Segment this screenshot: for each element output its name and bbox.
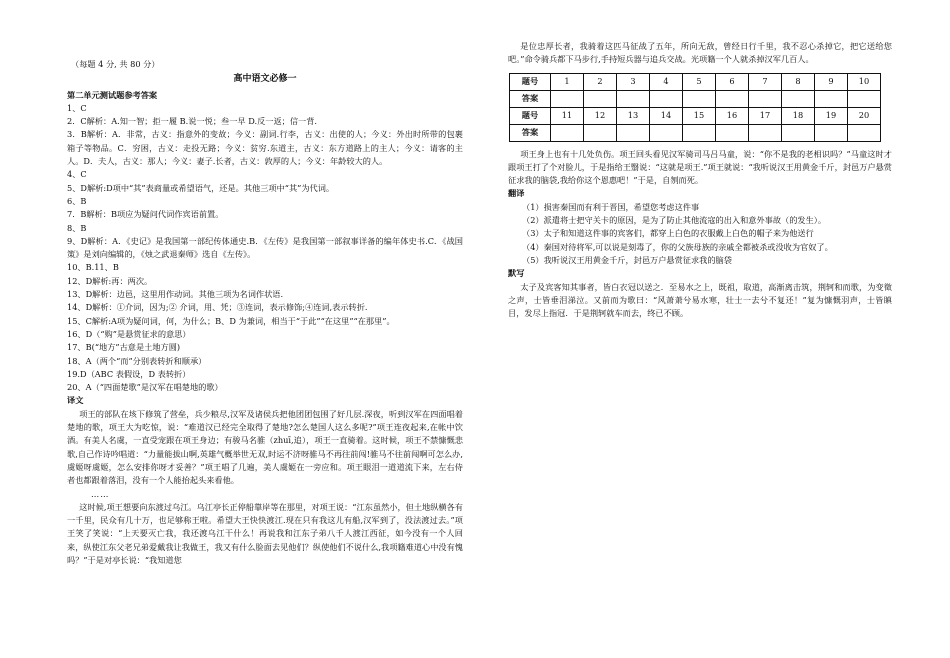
question-number: 8 bbox=[782, 73, 815, 90]
answer-blank[interactable] bbox=[815, 124, 848, 141]
question-number: 12 bbox=[584, 107, 617, 124]
answer-blank[interactable] bbox=[650, 124, 683, 141]
question-number: 2 bbox=[584, 73, 617, 90]
answer-blank[interactable] bbox=[848, 90, 881, 107]
answer-item: 9、D解析：A．《史记》是我国第一部纪传体通史.B．《左传》是我国第一部叙事详备的编年体史书.C．《战国策》是刘向编辑的，《烛之武退秦师》选自《左传》。 bbox=[67, 235, 463, 260]
fanyi-item: （5）我听说汉王用黄金千斤，封邑万户悬赏征求我的脑袋 bbox=[522, 254, 732, 265]
answer-item: 8、B bbox=[67, 222, 87, 233]
answer-item: 3．B解析：A．非常，古义：指意外的变故；今义：副词.行李，古义：出使的人；今义：外出时所带的包裹箱子等物品。C．穷困，古义：走投无路；今义：贫穷.东道主，古义：东方道路上的主人；今义：请客的主人。D．夫人，古义：那人；今义：妻子.长者，古义：敦厚的人；今义：年龄较大的人。 bbox=[67, 129, 463, 167]
table-row bbox=[510, 90, 881, 107]
answer-item: 19.D（ABC 表假设，D 表转折） bbox=[67, 368, 191, 379]
question-number: 13 bbox=[617, 107, 650, 124]
question-number: 4 bbox=[650, 73, 683, 90]
yiwen-paragraph-4: 项王身上也有十几处负伤。项王回头看见汉军骑司马吕马童，说：“你不是我的老相识吗？”马童这时才跟项王打了个对脸儿，于是指给王翳说：“这就是项王.”项王就说：“我听说汉王用黄金千斤，封邑万户悬赏征求我的脑袋,我给你这个恩惠吧！”于是，自刎而死。 bbox=[508, 148, 892, 186]
table-header-cell: 答案 bbox=[510, 90, 551, 107]
question-number: 19 bbox=[815, 107, 848, 124]
answer-blank[interactable] bbox=[683, 124, 716, 141]
answer-item: 14、D解析：①介词，因为;② 介词，用、凭；③连词，表示修饰;④连词,表示转折. bbox=[67, 302, 368, 313]
yiwen-paragraph-2: 这时候,项王想要向东渡过乌江。乌江亭长正停船靠岸等在那里，对项王说：“江东虽然小，但土地纵横各有一千里，民众有几十万，也足够称王啦。希望大王快快渡江.现在只有我这儿有船,汉军到了，没法渡过去。”项王笑了笑说：“上天要灭亡我，我还渡乌江干什么！再说我和江东子弟八千人渡江西征，如今没有一个人回来，纵使江东父老兄弟爱戴我让我做王，我又有什么脸面去见他们？纵使他们不说什么,我项籍难道心中没有愧吗？”于是对亭长说：“我知道您 bbox=[67, 501, 463, 565]
answer-item: 7．B解析：B项应为疑问代词作宾语前置。 bbox=[67, 209, 224, 220]
question-number: 18 bbox=[782, 107, 815, 124]
answer-item: 12、D解析:再：两次。 bbox=[67, 275, 153, 286]
answer-blank[interactable] bbox=[551, 90, 584, 107]
table-row bbox=[510, 73, 881, 90]
left-column bbox=[67, 58, 463, 567]
question-number: 10 bbox=[848, 73, 881, 90]
question-number: 3 bbox=[617, 73, 650, 90]
answer-blank[interactable] bbox=[782, 90, 815, 107]
answer-item: 4、C bbox=[67, 169, 87, 180]
answer-item: 1、C bbox=[67, 102, 87, 113]
fanyi-item: （4）秦国对待将军,可以说是刻毒了，你的父族母族的亲戚全都被杀或没收为官奴了。 bbox=[522, 241, 833, 252]
document-title: 高中语文必修一 bbox=[233, 74, 297, 85]
answer-blank[interactable] bbox=[716, 90, 749, 107]
yiwen-heading: 译文 bbox=[67, 395, 84, 406]
question-number: 6 bbox=[716, 73, 749, 90]
answer-blank[interactable] bbox=[782, 124, 815, 141]
table-header-cell: 答案 bbox=[510, 124, 551, 141]
question-number: 7 bbox=[749, 73, 782, 90]
question-number: 14 bbox=[650, 107, 683, 124]
answer-blank[interactable] bbox=[617, 124, 650, 141]
answer-blank[interactable] bbox=[749, 124, 782, 141]
answer-blank[interactable] bbox=[584, 90, 617, 107]
answer-blank[interactable] bbox=[683, 90, 716, 107]
answer-blank[interactable] bbox=[815, 90, 848, 107]
answer-item: 10、B.11、B bbox=[67, 262, 119, 273]
answer-item: 18、A（两个“而”分别表转折和顺承） bbox=[67, 355, 207, 366]
answer-blank[interactable] bbox=[617, 90, 650, 107]
answer-item: 2．C解析：A.知一智；拒一履 B.说一悦；叁一早 D.反一返；信一背. bbox=[67, 116, 317, 127]
question-number: 11 bbox=[551, 107, 584, 124]
answer-list bbox=[67, 102, 463, 395]
ellipsis: …… bbox=[91, 488, 110, 499]
question-number: 17 bbox=[749, 107, 782, 124]
yiwen-paragraph-1: 项王的部队在垓下修筑了营垒，兵少粮尽,汉军及诸侯兵把他团团包围了好几层.深夜，听到汉军在四面唱着楚地的歌，项王大为吃惊，说：“难道汉已经完全取得了楚地?怎么楚国人这么多呢?”项王连夜起来,在帐中饮酒。有美人名虞，一直受宠跟在项王身边；有骏马名骓（zhuī,追），项王一直骑着。这时候，项王不禁慷慨悲歌,自己作诗吟唱道：“力量能拔山啊,英雄气概举世无双,时运不济呀骓马不再往前闯!骓马不往前闯啊可怎么办,虞姬呀虞姬，怎么安排你呀才妥善？”项王唱了几遍，美人虞姬在一旁应和。项王眼泪一道道流下来，左右侍者也都跟着落泪，没有一个人能抬起头来看他。 bbox=[67, 408, 463, 486]
answer-item: 13、D解析：边邑，这里用作动词。其他三项为名词作状语. bbox=[67, 289, 284, 300]
table-row bbox=[510, 107, 881, 124]
question-number: 15 bbox=[683, 107, 716, 124]
fanyi-item: （3）太子和知道这件事的宾客们，都穿上白色的衣服戴上白色的帽子来为他送行 bbox=[522, 228, 814, 239]
fanyi-item: （1）损害秦国而有利于晋国，希望您考虑这件事 bbox=[522, 201, 700, 212]
answer-blank[interactable] bbox=[749, 90, 782, 107]
question-number: 9 bbox=[815, 73, 848, 90]
answer-blank[interactable] bbox=[584, 124, 617, 141]
question-number: 5 bbox=[683, 73, 716, 90]
answer-table bbox=[509, 73, 881, 142]
table-header-cell: 题号 bbox=[510, 73, 551, 90]
question-number: 1 bbox=[551, 73, 584, 90]
answer-item: 15、C解析:A项为疑问词，何，为什么；B、D 为兼词，相当于“于此”“在这里”“在那里”。 bbox=[67, 315, 395, 326]
table-row bbox=[510, 124, 881, 141]
answer-blank[interactable] bbox=[716, 124, 749, 141]
answer-blank[interactable] bbox=[551, 124, 584, 141]
moxie-text: 太子及宾客知其事者，皆白衣冠以送之．至易水之上，既祖，取道，高渐离击筑，荆轲和而歌，为变徵之声，士皆垂泪涕泣。又前而为歌曰：“风萧萧兮易水寒，壮士一去兮不复还！”复为慷慨羽声，士皆瞋目，发尽上指冠．于是荆轲就车而去，终已不顾。 bbox=[508, 281, 892, 319]
moxie-heading: 默写 bbox=[508, 268, 525, 279]
fanyi-list bbox=[508, 201, 892, 267]
answer-item: 6、B bbox=[67, 195, 87, 206]
yiwen-paragraph-3: 是位忠厚长者，我骑着这匹马征战了五年，所向无敌，曾经日行千里，我不忍心杀掉它，把它送给您吧。”命令骑兵都下马步行,手持短兵器与追兵交战。光项籍一个人就杀掉汉军几百人。 bbox=[508, 41, 892, 65]
section-title: 第二单元测试题参考答案 bbox=[67, 89, 158, 100]
table-header-cell: 题号 bbox=[510, 107, 551, 124]
score-note: （每题 4 分, 共 80 分） bbox=[71, 59, 160, 69]
right-column bbox=[508, 40, 892, 320]
answer-item: 20、A（“四面楚歌”是汉军在唱楚地的歌） bbox=[67, 382, 223, 393]
fanyi-heading: 翻译 bbox=[508, 188, 525, 199]
question-number: 20 bbox=[848, 107, 881, 124]
answer-item: 17、B(“地方”古意是土地方圆) bbox=[67, 342, 181, 353]
answer-item: 5、D解析:D项中“其”表商量或希望语气，还是。其他三项中“其”为代词。 bbox=[67, 182, 335, 193]
answer-blank[interactable] bbox=[848, 124, 881, 141]
fanyi-item: （2）派遣将士把守关卡的原因，是为了防止其他流寇的出入和意外事故（的发生）。 bbox=[522, 215, 827, 226]
question-number: 16 bbox=[716, 107, 749, 124]
answer-blank[interactable] bbox=[650, 90, 683, 107]
answer-item: 16、D（“购”是悬赏征求的意思） bbox=[67, 328, 191, 339]
